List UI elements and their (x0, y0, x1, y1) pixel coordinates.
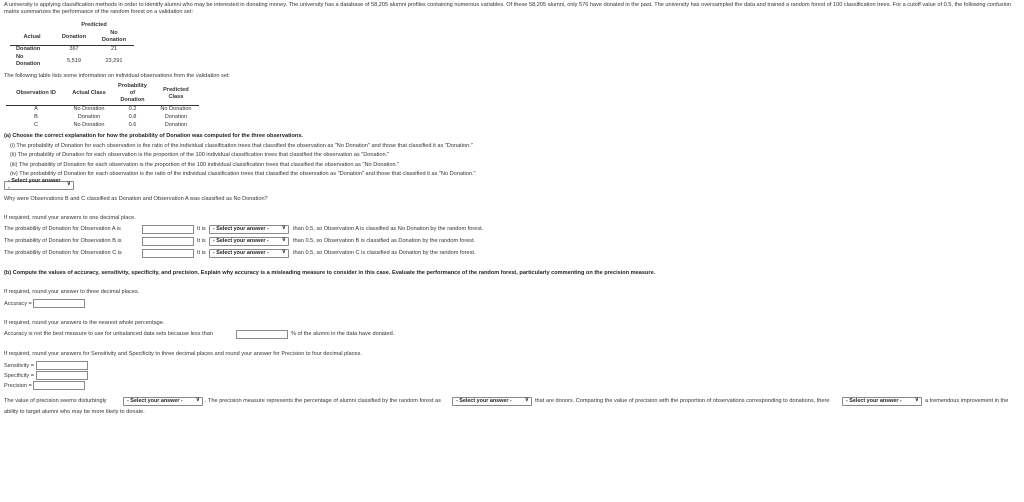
round-three-note: If required, round your answer to three decimal places. (4, 288, 140, 295)
improvement-select[interactable]: - Select your answer - ∨ (842, 397, 922, 406)
percent-donated-input[interactable] (236, 330, 288, 339)
table-row: A No Donation 0.2 No Donation (34, 106, 192, 113)
round-note-a: If required, round your answers to one decimal place. (4, 214, 136, 221)
sensitivity-input[interactable] (36, 361, 88, 370)
table-row: C No Donation 0.6 Donation (33, 122, 188, 129)
row-label-no-donation: No Donation (16, 54, 41, 68)
prob-b-input[interactable] (142, 237, 194, 246)
obs-row-c: The probability of Donation for Observation C is It is - Select your answer - ∨ than 0.5, so Observation C is classified as Donation by the random forest. (4, 249, 476, 256)
accuracy-row (4, 299, 1020, 308)
round-mixed-note: If required, round your answers for Sensitivity and Specificity to three decimal places and round your answer for Precision to four decimal places. (4, 350, 362, 357)
option-iv: (iv) The probability of Donation for each observation is the ratio of the individual classification trees that classified the observation as "Donation" and those that classified it as "No Donation." (10, 171, 476, 178)
final-row: The value of precision seems disturbingly - Select your answer - ∨ . The precision measure represents the percentage of alumni classified by the random forest as - Select your answer - ∨ that are donors. Comparing the value of precision with the proportion of observations corresponding to donations, there - Select your answer - ∨ a tremendous improvement in the (4, 397, 1009, 404)
confusion-matrix (10, 22, 134, 69)
precision-input[interactable] (33, 381, 85, 390)
obs-row-a: The probability of Donation for Observation A is It is - Select your answer - ∨ than 0.5, so Observation A is classified as No Donation by the random forest. (4, 225, 484, 232)
obs-header-prob: Probability of Donation (112, 83, 153, 105)
precision-row: Precision = (4, 381, 1020, 390)
chevron-down-icon: ∨ (281, 237, 286, 244)
compare-b-select[interactable]: - Select your answer - ∨ (209, 237, 289, 246)
table-row: B Donation 0.8 Donation (34, 114, 188, 121)
option-iii: (iii) The probability of Donation for each observation is the proportion of the 100 individual classification trees that classified the observation as "No Donation." (10, 161, 400, 168)
col-donation: Donation (54, 30, 94, 45)
specificity-row: Specificity = (4, 371, 1020, 380)
sensitivity-row: Sensitivity = (4, 361, 1020, 370)
chevron-down-icon: ∨ (66, 181, 71, 188)
accuracy-label: Accuracy = (4, 300, 32, 307)
chevron-down-icon: ∨ (195, 397, 200, 404)
cell-fp: 5,519 (67, 57, 81, 64)
disturbingly-select[interactable]: - Select your answer - ∨ (123, 397, 203, 406)
obs-header-actual: Actual Class (66, 83, 112, 105)
cell-fn: 21 (110, 46, 118, 53)
observation-table (6, 83, 199, 130)
chevron-down-icon: ∨ (914, 397, 919, 404)
obs-row-b: The probability of Donation for Observation B is It is - Select your answer - ∨ than 0.5, so Observation B is classified as Donation by the random forest. (4, 237, 476, 244)
predicted-header: Predicted (81, 22, 107, 29)
part-a-options (10, 143, 1020, 178)
obs-header-pred: Predicted Class (153, 83, 199, 105)
part-a-select[interactable]: - Select your answer - ∨ (4, 181, 74, 190)
accuracy-input[interactable] (33, 299, 85, 308)
option-i: (i) The probability of Donation for each observation is the ratio of the individual classification trees that classified the observation as "No Donation" and those that classified it as "Donation." (10, 142, 473, 149)
part-a-prompt: (a) Choose the correct explanation for how the probability of Donation was computed for the three observations. (4, 132, 303, 139)
intro-text: A university is applying classification methods in order to identify alumni who may be interested in donating money. The university has a database of 58,205 alumni profiles containing numerous variables. Of these 58,205 alumni, only 576 have donated in the past. The university has oversampled the data and trained a random forest of 100 classification trees. For a cutoff value of 0.5, the following confusion matrix summarizes the performance of the random forest on a validation set: (4, 2, 1012, 15)
round-whole-note: If required, round your answers to the nearest whole percentage. (4, 319, 165, 326)
option-ii: (ii) The probability of Donation for each observation is the proportion of the 100 individual classification trees that classified the observation as "Donation." (10, 152, 390, 159)
obs-header-id: Observation ID (6, 83, 66, 105)
chevron-down-icon: ∨ (281, 249, 286, 256)
col-no-donation: No Donation (94, 30, 134, 45)
cell-tp: 367 (69, 46, 79, 53)
specificity-input[interactable] (36, 371, 88, 380)
compare-a-select[interactable]: - Select your answer - ∨ (209, 225, 289, 234)
compare-c-select[interactable]: - Select your answer - ∨ (209, 249, 289, 258)
prob-c-input[interactable] (142, 249, 194, 258)
prob-a-input[interactable] (142, 225, 194, 234)
part-b-prompt: (b) Compute the values of accuracy, sensitivity, specificity, and precision. Explain why accuracy is a misleading measure to consider in this case. Evaluate the performance of the random forest, particularly commenting on the precision measure. (4, 269, 656, 276)
actual-header: Actual (10, 30, 54, 45)
accuracy-note-row: Accuracy is not the best measure to use for unbalanced data sets because less than % of the alumni in the data have donated. (4, 330, 395, 337)
cell-tn: 23,291 (105, 57, 123, 64)
chevron-down-icon: ∨ (524, 397, 529, 404)
why-prompt: Why were Observations B and C classified as Donation and Observation A was classified as No Donation? (4, 195, 268, 202)
obs-intro: The following table lists some information on individual observations from the validation set: (4, 72, 231, 79)
chevron-down-icon: ∨ (281, 225, 286, 232)
row-label-donation: Donation (16, 46, 41, 53)
final-line-2: ability to target alumni who may be more likely to donate. (4, 408, 145, 415)
classified-as-select[interactable]: - Select your answer - ∨ (452, 397, 532, 406)
